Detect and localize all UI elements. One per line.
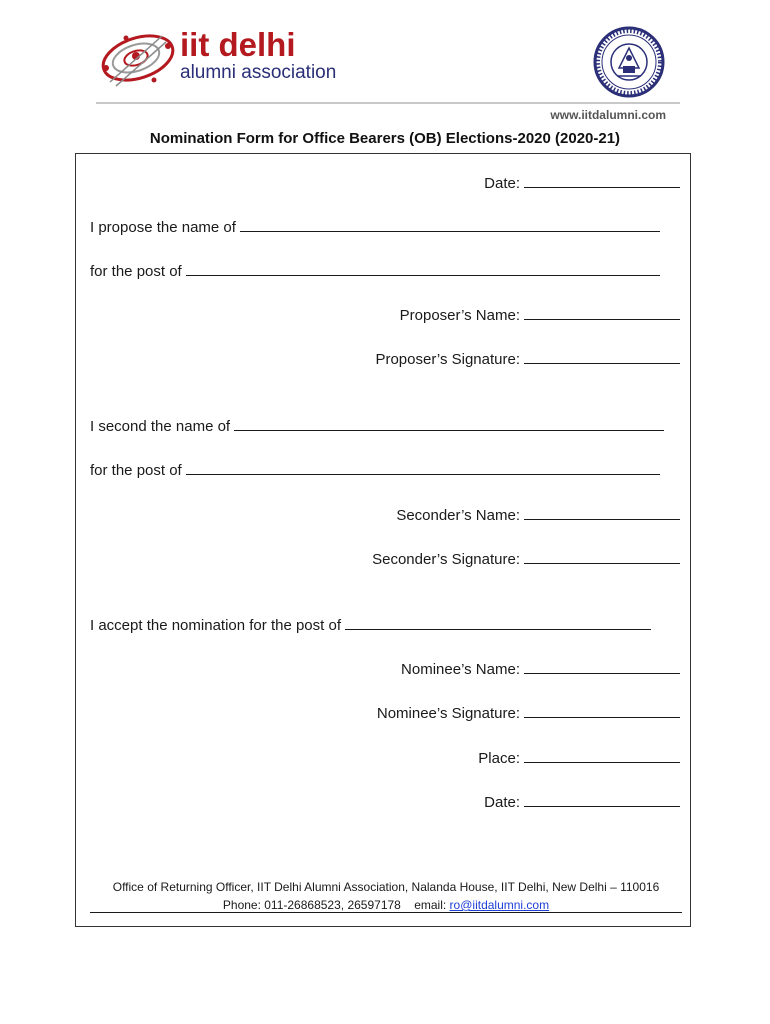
date-bottom-label: Date: [484, 794, 520, 811]
post-2-label: for the post of [90, 462, 182, 479]
post-1-input[interactable] [186, 261, 660, 276]
footer-office-address: Office of Returning Officer, IIT Delhi Alumni Association, Nalanda House, IIT Delhi, New Delhi – 110016 [112, 880, 660, 894]
second-name-label: I second the name of [90, 418, 231, 435]
accept-nomination-label: I accept the nomination for the post of [90, 617, 341, 634]
nominee-name-label: Nominee’s Name: [401, 661, 520, 678]
iit-delhi-seal-icon [593, 26, 665, 98]
date-top-input[interactable] [524, 173, 680, 188]
footer-email-link[interactable]: ro@iitdalumni.com [449, 898, 550, 912]
website-url: www.iitdalumni.com [550, 108, 666, 122]
nominee-signature-label: Nominee’s Signature: [376, 705, 520, 722]
post-1-row [90, 261, 660, 282]
second-name-input[interactable] [234, 416, 664, 431]
nominee-name-row [401, 659, 680, 680]
header-divider [96, 102, 680, 104]
propose-name-label: I propose the name of [90, 219, 236, 236]
date-bottom-input[interactable] [524, 792, 680, 807]
post-2-input[interactable] [186, 460, 660, 475]
second-row [90, 416, 664, 437]
accept-row [90, 615, 651, 636]
proposer-name-row [400, 305, 680, 326]
propose-row [90, 217, 660, 238]
seconder-signature-label: Seconder’s Signature: [372, 551, 520, 568]
footer [90, 878, 682, 914]
page-title: Nomination Form for Office Bearers (OB) Elections-2020 (2020-21) [149, 130, 621, 147]
seconder-name-label: Seconder’s Name: [396, 507, 520, 524]
date-top-label: Date: [484, 175, 520, 192]
seconder-name-row [396, 505, 680, 526]
date-top-row [484, 173, 680, 194]
proposer-signature-label: Proposer’s Signature: [375, 351, 520, 368]
proposer-name-label: Proposer’s Name: [399, 307, 520, 324]
accept-nomination-input[interactable] [345, 615, 651, 630]
seconder-signature-input[interactable] [524, 549, 680, 564]
nominee-signature-row [377, 703, 680, 724]
iitd-alumni-logo [96, 28, 366, 90]
nominee-signature-input[interactable] [524, 703, 680, 718]
seconder-name-input[interactable] [524, 505, 680, 520]
place-label: Place: [478, 750, 520, 767]
footer-divider [90, 912, 682, 913]
footer-phone: Phone: 011-26868523, 26597178 [222, 898, 401, 912]
post-2-row [90, 460, 660, 481]
proposer-signature-input[interactable] [524, 349, 680, 364]
proposer-name-input[interactable] [524, 305, 680, 320]
place-input[interactable] [524, 748, 680, 763]
proposer-signature-row [375, 349, 680, 370]
logo-text-alumni-association: alumni association [180, 62, 337, 83]
date-bottom-row [484, 792, 680, 813]
place-row [478, 748, 680, 769]
nominee-name-input[interactable] [524, 659, 680, 674]
footer-email-label: email: [414, 898, 447, 912]
post-1-label: for the post of [90, 263, 182, 280]
logo-text-iit-delhi: iit delhi [180, 26, 296, 63]
propose-name-input[interactable] [240, 217, 660, 232]
seconder-signature-row [372, 549, 680, 570]
logo-emblem-icon [96, 28, 180, 90]
